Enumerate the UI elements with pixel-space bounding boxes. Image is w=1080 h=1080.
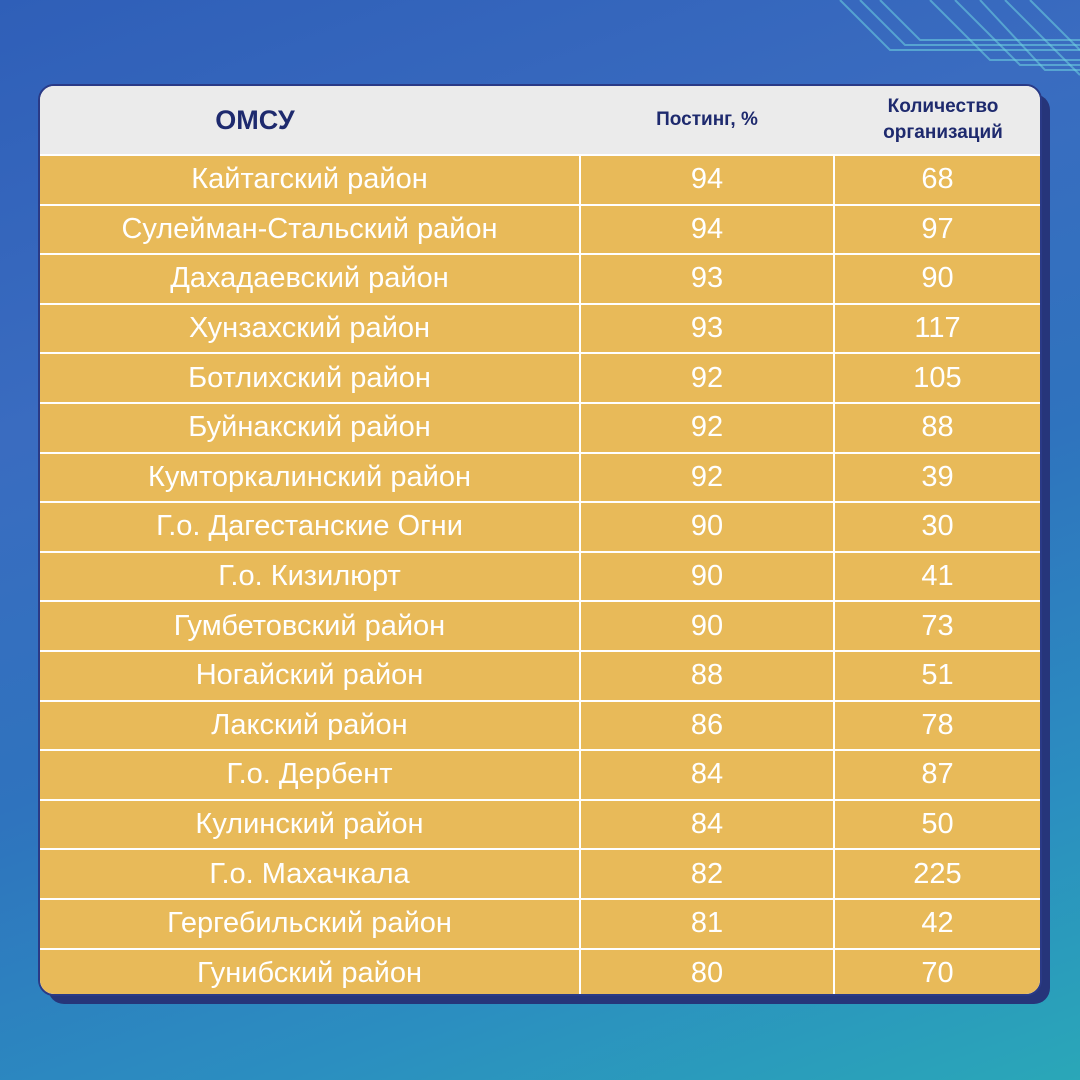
row-name-cell: Г.о. Дагестанские Огни bbox=[40, 502, 580, 552]
row-posting-cell: 88 bbox=[580, 651, 834, 701]
row-name-cell: Г.о. Махачкала bbox=[40, 849, 580, 899]
header-omsu: ОМСУ bbox=[40, 86, 580, 155]
row-posting-cell: 84 bbox=[580, 750, 834, 800]
row-count-cell: 70 bbox=[834, 949, 1040, 997]
row-posting-cell: 92 bbox=[580, 453, 834, 503]
row-count-cell: 78 bbox=[834, 701, 1040, 751]
table-row bbox=[40, 205, 1040, 255]
row-name-cell: Гунибский район bbox=[40, 949, 580, 997]
row-posting-cell: 93 bbox=[580, 304, 834, 354]
row-posting-cell: 93 bbox=[580, 254, 834, 304]
row-name-cell: Ботлихский район bbox=[40, 353, 580, 403]
table-row bbox=[40, 453, 1040, 503]
row-posting-cell: 90 bbox=[580, 601, 834, 651]
row-posting-cell: 90 bbox=[580, 502, 834, 552]
table-row bbox=[40, 949, 1040, 997]
row-count-cell: 90 bbox=[834, 254, 1040, 304]
header-count-line1: Количество bbox=[887, 96, 999, 117]
row-count-cell: 105 bbox=[834, 353, 1040, 403]
table-row bbox=[40, 502, 1040, 552]
table-row bbox=[40, 899, 1040, 949]
row-name-cell: Сулейман-Стальский район bbox=[40, 205, 580, 255]
table-row bbox=[40, 254, 1040, 304]
table-row bbox=[40, 651, 1040, 701]
row-count-cell: 97 bbox=[834, 205, 1040, 255]
table-row bbox=[40, 601, 1040, 651]
row-count-cell: 68 bbox=[834, 155, 1040, 205]
ranking-card bbox=[38, 84, 1042, 996]
row-name-cell: Дахадаевский район bbox=[40, 254, 580, 304]
row-count-cell: 51 bbox=[834, 651, 1040, 701]
row-posting-cell: 82 bbox=[580, 849, 834, 899]
row-name-cell: Гергебильский район bbox=[40, 899, 580, 949]
table-row bbox=[40, 155, 1040, 205]
row-count-cell: 42 bbox=[834, 899, 1040, 949]
row-count-cell: 225 bbox=[834, 849, 1040, 899]
table-row bbox=[40, 800, 1040, 850]
row-posting-cell: 80 bbox=[580, 949, 834, 997]
row-posting-cell: 94 bbox=[580, 205, 834, 255]
row-count-cell: 117 bbox=[834, 304, 1040, 354]
row-name-cell: Ногайский район bbox=[40, 651, 580, 701]
header-posting: Постинг, % bbox=[580, 86, 834, 155]
table-header-row bbox=[40, 86, 1040, 155]
row-name-cell: Хунзахский район bbox=[40, 304, 580, 354]
table-row bbox=[40, 849, 1040, 899]
row-posting-cell: 92 bbox=[580, 353, 834, 403]
row-name-cell: Буйнакский район bbox=[40, 403, 580, 453]
row-posting-cell: 84 bbox=[580, 800, 834, 850]
row-count-cell: 88 bbox=[834, 403, 1040, 453]
row-count-cell: 87 bbox=[834, 750, 1040, 800]
row-name-cell: Кайтагский район bbox=[40, 155, 580, 205]
row-count-cell: 41 bbox=[834, 552, 1040, 602]
row-count-cell: 39 bbox=[834, 453, 1040, 503]
row-name-cell: Г.о. Дербент bbox=[40, 750, 580, 800]
table-row bbox=[40, 304, 1040, 354]
header-count-line2: организаций bbox=[883, 122, 1003, 143]
row-posting-cell: 86 bbox=[580, 701, 834, 751]
row-name-cell: Г.о. Кизилюрт bbox=[40, 552, 580, 602]
row-name-cell: Кумторкалинский район bbox=[40, 453, 580, 503]
row-posting-cell: 90 bbox=[580, 552, 834, 602]
row-count-cell: 50 bbox=[834, 800, 1040, 850]
table-row bbox=[40, 750, 1040, 800]
row-count-cell: 73 bbox=[834, 601, 1040, 651]
table-row bbox=[40, 701, 1040, 751]
row-name-cell: Кулинский район bbox=[40, 800, 580, 850]
table-row bbox=[40, 353, 1040, 403]
row-name-cell: Лакский район bbox=[40, 701, 580, 751]
row-count-cell: 30 bbox=[834, 502, 1040, 552]
header-count bbox=[834, 86, 1040, 155]
row-posting-cell: 81 bbox=[580, 899, 834, 949]
row-name-cell: Гумбетовский район bbox=[40, 601, 580, 651]
table-row bbox=[40, 403, 1040, 453]
table-row bbox=[40, 552, 1040, 602]
row-posting-cell: 92 bbox=[580, 403, 834, 453]
row-posting-cell: 94 bbox=[580, 155, 834, 205]
ranking-table bbox=[40, 86, 1040, 996]
